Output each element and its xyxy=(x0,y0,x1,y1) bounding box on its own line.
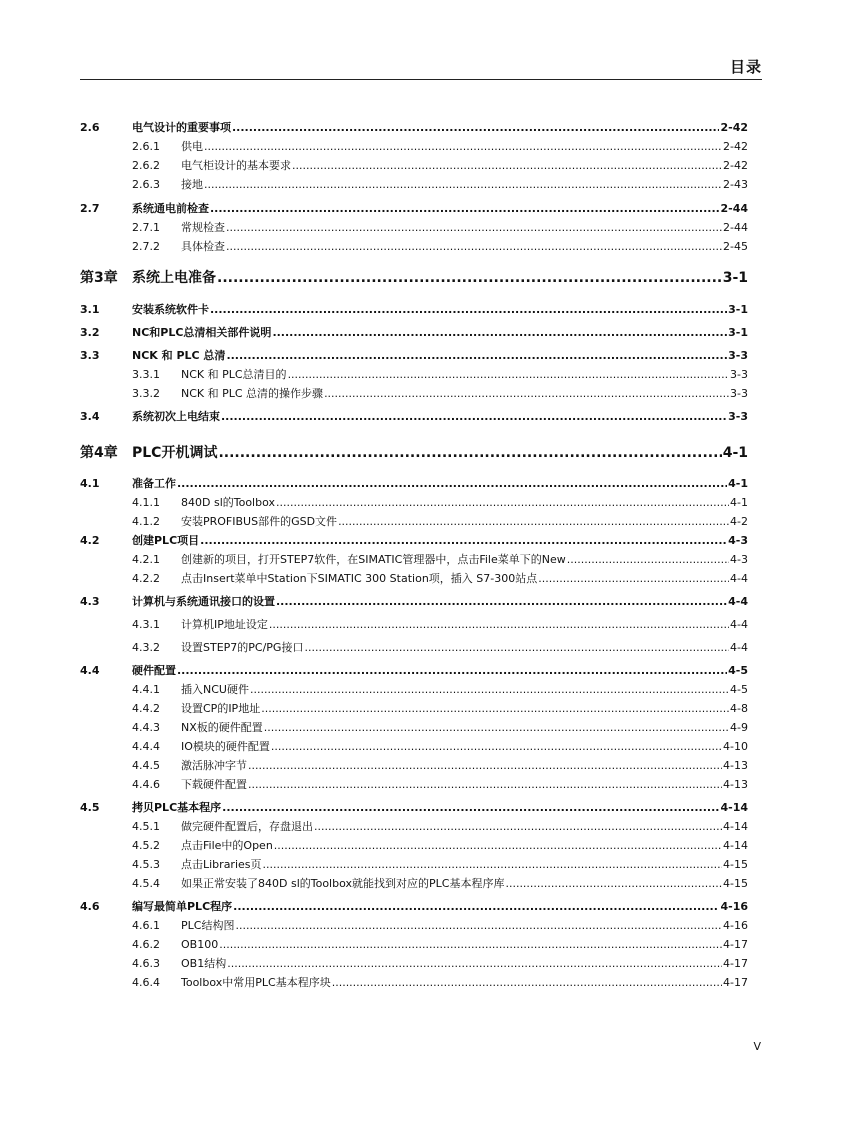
toc-entry-line xyxy=(181,737,748,756)
toc-entry-page: 4-4 xyxy=(730,618,748,631)
dot-leader xyxy=(218,441,721,465)
toc-entry-number: 2.6.1 xyxy=(132,140,160,153)
toc-entry-title: NX板的硬件配置 xyxy=(181,721,263,734)
dot-leader xyxy=(219,935,722,954)
toc-entry-line xyxy=(181,973,748,992)
toc-entry-title: 设置STEP7的PC/PG接口 xyxy=(181,641,304,654)
dot-leader xyxy=(269,615,729,634)
dot-leader xyxy=(226,237,722,256)
toc-entry-line xyxy=(181,718,748,737)
toc-entry-number: 4.6.1 xyxy=(132,919,160,932)
toc-entry-title: 系统上电准备 xyxy=(132,270,216,286)
toc-entry[interactable] xyxy=(80,365,748,384)
toc-entry-title: NCK 和 PLC 总清 xyxy=(132,349,226,362)
toc-entry-page: 4-10 xyxy=(723,740,748,753)
toc-entry-title: 点击File中的Open xyxy=(181,839,273,852)
toc-entry-title: 激活脉冲字节 xyxy=(181,759,247,772)
dot-leader xyxy=(227,954,722,973)
toc-entry-page: 2-42 xyxy=(720,121,748,134)
toc-entry-number: 3.1 xyxy=(80,303,100,316)
toc-entry-page: 4-4 xyxy=(730,572,748,585)
toc-entry[interactable] xyxy=(80,897,748,916)
toc-entry-page: 2-44 xyxy=(720,202,748,215)
toc-entry-page: 3-1 xyxy=(728,303,748,316)
toc-entry-page: 4-8 xyxy=(730,702,748,715)
toc-entry-number: 4.2.2 xyxy=(132,572,160,585)
toc-entry[interactable] xyxy=(80,137,748,156)
toc-entry-line xyxy=(132,441,748,465)
toc-entry[interactable] xyxy=(80,874,748,893)
toc-entry[interactable] xyxy=(80,474,748,493)
toc-entry-line xyxy=(132,798,748,817)
toc-entry[interactable] xyxy=(80,118,748,137)
toc-entry-page: 2-45 xyxy=(723,240,748,253)
toc-entry-title: 具体检查 xyxy=(181,240,225,253)
toc-entry[interactable] xyxy=(80,175,748,194)
toc-entry-title: 做完硬件配置后，存盘退出 xyxy=(181,820,313,833)
toc-entry-title: Toolbox中常用PLC基本程序块 xyxy=(181,976,331,989)
toc-entry-number: 4.2.1 xyxy=(132,553,160,566)
toc-entry-line xyxy=(132,661,748,680)
toc-entry-page: 2-44 xyxy=(723,221,748,234)
dot-leader xyxy=(274,836,722,855)
toc-entry-page: 2-42 xyxy=(723,140,748,153)
toc-entry-line xyxy=(181,512,748,531)
dot-leader xyxy=(248,775,722,794)
toc-entry-page: 4-16 xyxy=(720,900,748,913)
toc-entry-title: 准备工作 xyxy=(132,477,176,490)
toc-entry[interactable] xyxy=(80,916,748,935)
toc-entry-title: 安装系统软件卡 xyxy=(132,303,209,316)
toc-entry[interactable] xyxy=(80,493,748,512)
dot-leader xyxy=(263,855,723,874)
toc-entry-page: 4-17 xyxy=(723,976,748,989)
toc-entry-line xyxy=(181,569,748,588)
toc-entry-page: 4-5 xyxy=(728,664,748,677)
toc-entry[interactable] xyxy=(80,237,748,256)
toc-entry-line xyxy=(132,323,748,342)
toc-entry-number: 4.4.2 xyxy=(132,702,160,715)
toc-entry-number: 2.7.2 xyxy=(132,240,160,253)
toc-entry-line xyxy=(181,550,748,569)
dot-leader xyxy=(338,512,729,531)
toc-entry-line xyxy=(181,137,748,156)
dot-leader xyxy=(288,365,729,384)
toc-entry-title: NCK 和 PLC 总清的操作步骤 xyxy=(181,387,324,400)
toc-entry-number: 4.6.2 xyxy=(132,938,160,951)
toc-entry-title: 计算机IP地址设定 xyxy=(181,618,268,631)
toc-entry[interactable] xyxy=(80,512,748,531)
toc-entry-line xyxy=(181,775,748,794)
page-number: V xyxy=(753,1040,761,1053)
dot-leader xyxy=(248,756,722,775)
dot-leader xyxy=(292,156,722,175)
toc-entry-title: 计算机与系统通讯接口的设置 xyxy=(132,595,275,608)
toc-entry-title: 硬件配置 xyxy=(132,664,176,677)
toc-entry-page: 3-3 xyxy=(728,349,748,362)
toc-entry-number: 4.5 xyxy=(80,801,100,814)
toc-entry-line xyxy=(181,855,748,874)
dot-leader xyxy=(271,737,722,756)
toc-entry[interactable] xyxy=(80,718,748,737)
toc-entry-number: 4.6 xyxy=(80,900,100,913)
toc-entry-line xyxy=(132,531,748,550)
toc-entry-title: 系统通电前检查 xyxy=(132,202,209,215)
toc-entry[interactable] xyxy=(80,346,748,365)
toc-entry-page: 4-3 xyxy=(728,534,748,547)
toc-entry-page: 4-4 xyxy=(728,595,748,608)
toc-entry[interactable] xyxy=(80,266,748,290)
toc-entry[interactable] xyxy=(80,954,748,973)
toc-entry[interactable] xyxy=(80,836,748,855)
toc-entry[interactable] xyxy=(80,592,748,611)
toc-entry-title: PLC开机调试 xyxy=(132,445,218,461)
toc-entry-number: 2.7.1 xyxy=(132,221,160,234)
toc-entry-page: 4-1 xyxy=(722,445,748,461)
toc-entry[interactable] xyxy=(80,817,748,836)
toc-entry[interactable] xyxy=(80,323,748,342)
toc-entry-number: 4.3 xyxy=(80,595,100,608)
dot-leader xyxy=(314,817,722,836)
toc-entry-title: 创建PLC项目 xyxy=(132,534,200,547)
toc-entry-number: 4.6.3 xyxy=(132,957,160,970)
toc-entry-number: 3.2 xyxy=(80,326,100,339)
toc-entry-number: 4.5.3 xyxy=(132,858,160,871)
toc-entry-line xyxy=(132,199,748,218)
dot-leader xyxy=(235,916,722,935)
toc-entry-number: 4.4.1 xyxy=(132,683,160,696)
toc-entry-number: 3.3.2 xyxy=(132,387,160,400)
toc-entry[interactable] xyxy=(80,680,748,699)
toc-entry-line xyxy=(181,680,748,699)
toc-entry-title: 拷贝PLC基本程序 xyxy=(132,801,222,814)
toc-entry-page: 4-15 xyxy=(723,877,748,890)
dot-leader xyxy=(567,550,729,569)
toc-entry-line xyxy=(132,300,748,319)
dot-leader xyxy=(177,661,727,680)
toc-entry-line xyxy=(132,266,748,290)
header-rule xyxy=(80,79,762,80)
toc-entry-number: 4.4 xyxy=(80,664,100,677)
toc-entry-title: 如果正常安装了840D sl的Toolbox就能找到对应的PLC基本程序库 xyxy=(181,877,505,890)
toc-entry-number: 2.6.2 xyxy=(132,159,160,172)
toc-entry-line xyxy=(181,874,748,893)
toc-entry-line xyxy=(181,817,748,836)
toc-entry-page: 4-14 xyxy=(720,801,748,814)
toc-entry-number: 第3章 xyxy=(80,270,118,286)
toc-entry-page: 2-42 xyxy=(723,159,748,172)
toc-entry-line xyxy=(181,935,748,954)
toc-entry[interactable] xyxy=(80,300,748,319)
toc-entry-title: OB1结构 xyxy=(181,957,227,970)
dot-leader xyxy=(276,493,729,512)
toc-entry-line xyxy=(181,384,748,403)
toc-entry-title: PLC结构图 xyxy=(181,919,235,932)
toc-entry-number: 4.3.1 xyxy=(132,618,160,631)
toc-entry-number: 第4章 xyxy=(80,445,118,461)
toc-entry-number: 4.1 xyxy=(80,477,100,490)
toc-entry[interactable] xyxy=(80,615,748,634)
toc-entry-title: 设置CP的IP地址 xyxy=(181,702,261,715)
toc-entry-title: OB100 xyxy=(181,938,219,951)
toc-entry[interactable] xyxy=(80,775,748,794)
toc-entry[interactable] xyxy=(80,550,748,569)
toc-entry[interactable] xyxy=(80,973,748,992)
toc-entry-line xyxy=(181,916,748,935)
toc-entry-line xyxy=(181,237,748,256)
toc-entry-page: 4-15 xyxy=(723,858,748,871)
dot-leader xyxy=(332,973,722,992)
toc-entry-page: 3-1 xyxy=(722,270,748,286)
toc-entry-title: 点击Insert菜单中Station下SIMATIC 300 Station项，插入 S7-300站点 xyxy=(181,572,538,585)
toc-entry-page: 4-17 xyxy=(723,957,748,970)
dot-leader xyxy=(204,175,722,194)
dot-leader xyxy=(217,266,722,290)
toc-entry-page: 2-43 xyxy=(723,178,748,191)
toc-entry-number: 4.4.3 xyxy=(132,721,160,734)
toc-entry-title: 插入NCU硬件 xyxy=(181,683,249,696)
toc-entry-title: NCK 和 PLC总清目的 xyxy=(181,368,287,381)
dot-leader xyxy=(232,118,719,137)
dot-leader xyxy=(272,323,727,342)
toc-entry-number: 3.4 xyxy=(80,410,100,423)
toc-entry-page: 4-1 xyxy=(728,477,748,490)
toc-entry-number: 4.5.1 xyxy=(132,820,160,833)
toc-entry-page: 4-2 xyxy=(730,515,748,528)
toc-entry-title: 点击Libraries页 xyxy=(181,858,262,871)
toc-entry-number: 4.6.4 xyxy=(132,976,160,989)
dot-leader xyxy=(324,384,729,403)
toc-entry-title: NC和PLC总清相关部件说明 xyxy=(132,326,272,339)
dot-leader xyxy=(226,346,727,365)
dot-leader xyxy=(177,474,727,493)
toc-entry-number: 4.1.1 xyxy=(132,496,160,509)
toc-entry-page: 3-3 xyxy=(730,387,748,400)
toc-entry-line xyxy=(132,474,748,493)
dot-leader xyxy=(233,897,719,916)
toc-entry[interactable] xyxy=(80,798,748,817)
toc-entry-number: 2.6.3 xyxy=(132,178,160,191)
toc-entry-number: 3.3 xyxy=(80,349,100,362)
toc-entry-page: 4-9 xyxy=(730,721,748,734)
toc-entry-page: 4-14 xyxy=(723,820,748,833)
dot-leader xyxy=(226,218,722,237)
toc-entry-page: 4-4 xyxy=(730,641,748,654)
toc-entry-page: 4-13 xyxy=(723,778,748,791)
toc-entry-line xyxy=(132,407,748,426)
page-header-title: 目录 xyxy=(729,58,762,76)
toc-entry[interactable] xyxy=(80,699,748,718)
dot-leader xyxy=(276,592,727,611)
toc-entry-page: 4-13 xyxy=(723,759,748,772)
toc-entry[interactable] xyxy=(80,569,748,588)
dot-leader xyxy=(221,407,727,426)
toc-entry-number: 4.3.2 xyxy=(132,641,160,654)
toc-entry-title: 供电 xyxy=(181,140,203,153)
toc-entry-page: 4-17 xyxy=(723,938,748,951)
toc-entry-line xyxy=(132,346,748,365)
toc-entry-line xyxy=(181,756,748,775)
toc-entry-number: 4.4.5 xyxy=(132,759,160,772)
toc-entry-number: 4.5.4 xyxy=(132,877,160,890)
dot-leader xyxy=(210,199,719,218)
toc-entry-line xyxy=(181,638,748,657)
toc-entry[interactable] xyxy=(80,384,748,403)
toc-entry-line xyxy=(181,493,748,512)
toc-entry[interactable] xyxy=(80,218,748,237)
dot-leader xyxy=(250,680,729,699)
dot-leader xyxy=(261,699,729,718)
dot-leader xyxy=(210,300,727,319)
toc-entry-page: 3-1 xyxy=(728,326,748,339)
toc-entry-number: 2.6 xyxy=(80,121,100,134)
toc-entry-number: 4.4.4 xyxy=(132,740,160,753)
toc-entry-page: 3-3 xyxy=(730,368,748,381)
toc-entry[interactable] xyxy=(80,407,748,426)
toc-entry-page: 4-1 xyxy=(730,496,748,509)
toc-entry-page: 4-16 xyxy=(723,919,748,932)
dot-leader xyxy=(505,874,722,893)
toc-entry-line xyxy=(132,592,748,611)
toc-entry[interactable] xyxy=(80,756,748,775)
toc-entry-title: 常规检查 xyxy=(181,221,225,234)
toc-entry-number: 2.7 xyxy=(80,202,100,215)
toc-entry-title: 电气设计的重要事项 xyxy=(132,121,231,134)
dot-leader xyxy=(222,798,719,817)
toc-entry-number: 4.4.6 xyxy=(132,778,160,791)
toc-entry-title: 电气柜设计的基本要求 xyxy=(181,159,291,172)
toc-entry-line xyxy=(181,156,748,175)
toc-entry[interactable] xyxy=(80,935,748,954)
toc-entry-line xyxy=(181,954,748,973)
toc-entry[interactable] xyxy=(80,199,748,218)
toc-entry-title: 创建新的项目，打开STEP7软件，在SIMATIC管理器中，点击File菜单下的New xyxy=(181,553,566,566)
toc-entry-line xyxy=(181,699,748,718)
toc-entry[interactable] xyxy=(80,531,748,550)
toc-entry-line xyxy=(132,118,748,137)
toc-entry[interactable] xyxy=(80,737,748,756)
toc-entry-title: 下载硬件配置 xyxy=(181,778,247,791)
dot-leader xyxy=(264,718,729,737)
toc-entry-number: 4.2 xyxy=(80,534,100,547)
toc-entry-title: 840D sl的Toolbox xyxy=(181,496,275,509)
toc-entry-title: 系统初次上电结束 xyxy=(132,410,220,423)
toc-entry-page: 4-14 xyxy=(723,839,748,852)
dot-leader xyxy=(304,638,729,657)
toc-entry-number: 3.3.1 xyxy=(132,368,160,381)
toc-entry-title: IO模块的硬件配置 xyxy=(181,740,270,753)
dot-leader xyxy=(538,569,729,588)
toc-entry-line xyxy=(181,175,748,194)
toc-entry-line xyxy=(132,897,748,916)
toc-entry[interactable] xyxy=(80,855,748,874)
toc-entry-line xyxy=(181,836,748,855)
toc-entry-page: 4-5 xyxy=(730,683,748,696)
toc-entry-title: 编写最简单PLC程序 xyxy=(132,900,233,913)
toc-entry-title: 接地 xyxy=(181,178,203,191)
toc-entry[interactable] xyxy=(80,441,748,465)
toc-entry-number: 4.5.2 xyxy=(132,839,160,852)
toc-entry-line xyxy=(181,218,748,237)
toc-entry-number: 4.1.2 xyxy=(132,515,160,528)
toc-entry-page: 4-3 xyxy=(730,553,748,566)
dot-leader xyxy=(200,531,727,550)
dot-leader xyxy=(204,137,722,156)
toc-entry[interactable] xyxy=(80,638,748,657)
toc-entry-line xyxy=(181,365,748,384)
toc-entry[interactable] xyxy=(80,156,748,175)
toc-entry-line xyxy=(181,615,748,634)
toc-entry[interactable] xyxy=(80,661,748,680)
toc-entry-title: 安装PROFIBUS部件的GSD文件 xyxy=(181,515,338,528)
toc-entry-page: 3-3 xyxy=(728,410,748,423)
